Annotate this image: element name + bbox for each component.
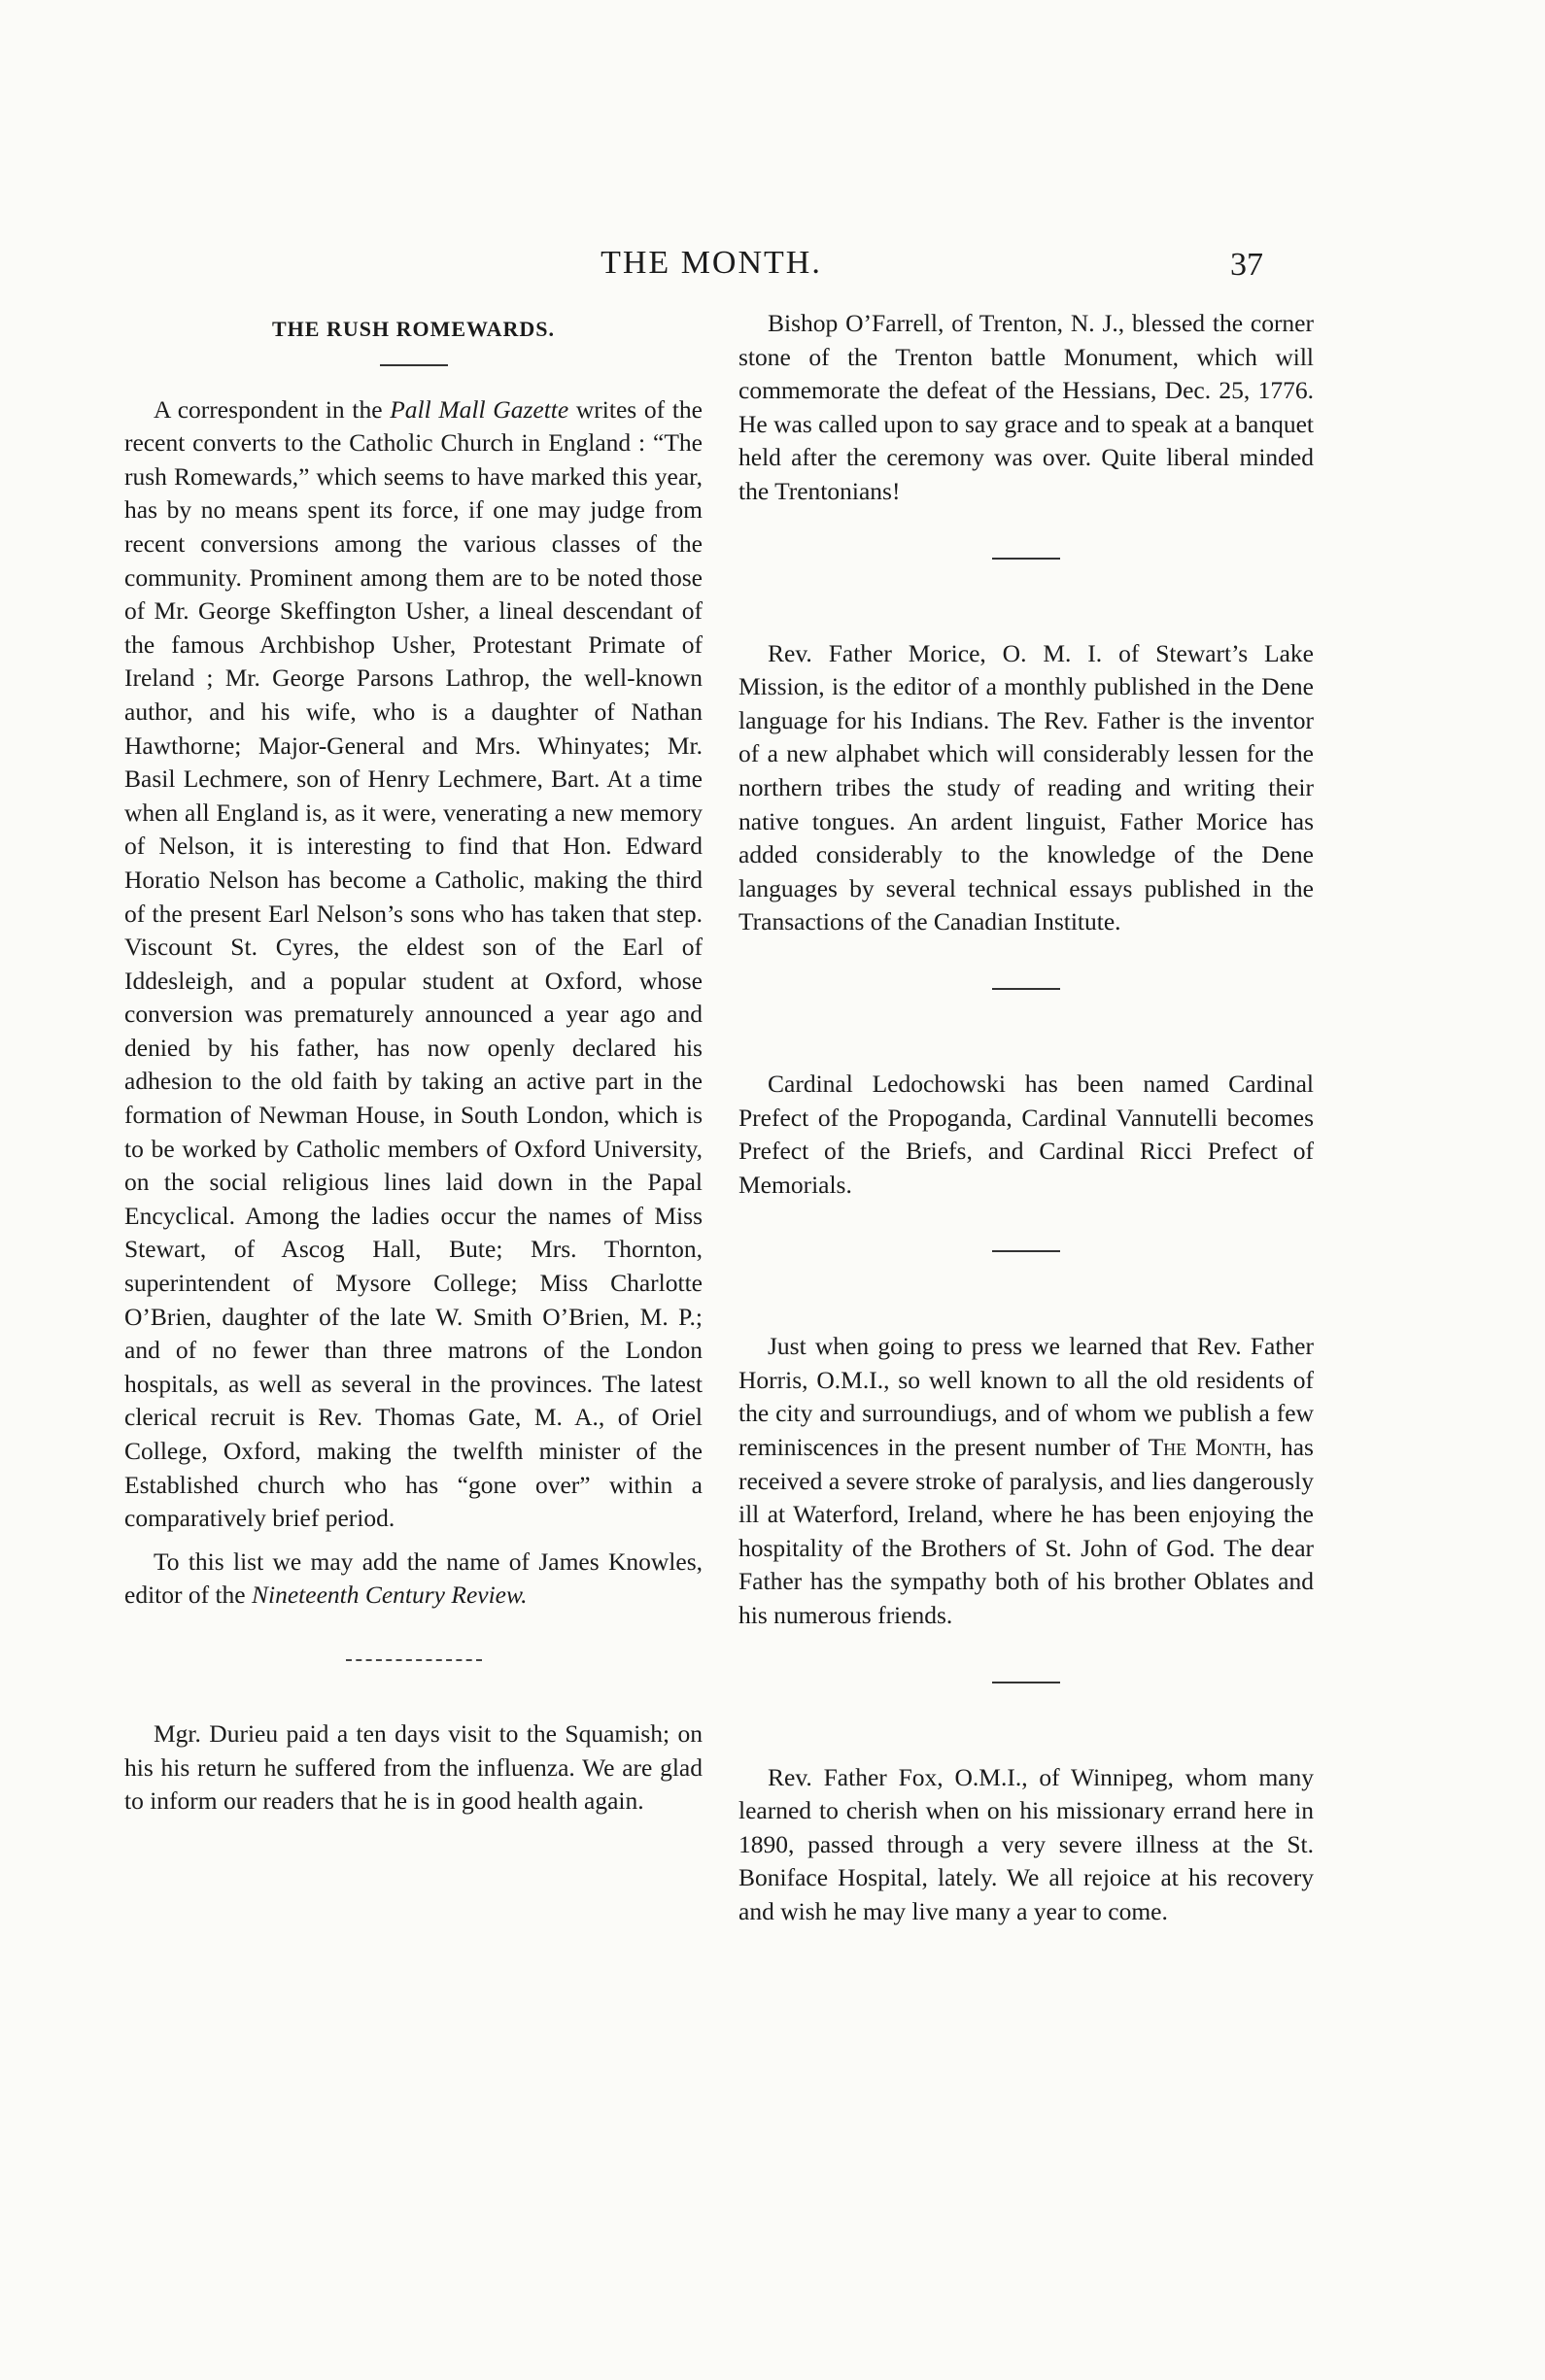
article-title: THE RUSH ROMEWARDS. (272, 317, 555, 341)
horris-body: , has received a severe stroke of paralysis, and lies dangerously ill at Waterford, Ireland, where he has been enjoying the hospitality of the Brothers of St. John of God. The dear Father has the sympathy both of his brother Oblates and his numerous friends. (738, 1433, 1314, 1630)
section-divider (346, 1659, 482, 1661)
section-divider (992, 988, 1060, 990)
title-rule (380, 364, 448, 366)
rush-p1-lead: A correspondent in the (154, 394, 391, 424)
the-month-ref: The Month (1148, 1433, 1266, 1462)
nineteenth-century-review: Nineteenth Century Review. (252, 1581, 528, 1610)
right-column (738, 307, 1314, 1929)
durieu-paragraph: Mgr. Durieu paid a ten days visit to the Squamish; on his his return he suffered from the influenza. We are glad to inform our readers that he is in good health again. (124, 1718, 703, 1816)
ofarrell-paragraph: Bishop O’Farrell, of Trenton, N. J., blessed the corner stone of the Trenton battle Monument, which will commemorate the defeat of the Hessians, Dec. 25, 1776. He was called upon to say grace and to speak at a banquet held after the ceremony was over. Quite liberal minded the Trentonians! (738, 309, 1314, 505)
left-column (124, 307, 703, 1819)
section-divider (992, 1250, 1060, 1252)
section-divider (992, 558, 1060, 560)
rush-paragraph-1 (124, 393, 703, 1536)
horris-lead: Just when going to press we learned that Rev. Father Horris, O.M.I., so well known to all the old residents of the city and surroundiugs, and of whom we publish a few reminiscences in the present number of (738, 1332, 1314, 1462)
rush-paragraph-2 (124, 1546, 703, 1613)
section-divider (992, 1682, 1060, 1683)
page-header (0, 245, 1545, 293)
fox-paragraph: Rev. Father Fox, O.M.I., of Winnipeg, whom many learned to cherish when on his missionary errand here in 1890, passed through a very severe illness at the St. Boniface Hospital, lately. We all rejoice at his recovery and wish he may live many a year to come. (738, 1762, 1314, 1925)
ledochowski-paragraph: Cardinal Ledochowski has been named Cardinal Prefect of the Propoganda, Cardinal Vannutelli becomes Prefect of the Briefs, and Cardinal Ricci Prefect of Memorials. (738, 1069, 1314, 1199)
pall-mall-gazette: Pall Mall Gazette (390, 394, 569, 424)
horris-paragraph (738, 1330, 1314, 1632)
rush-p2-lead: To this list we may add the name of James Knowles, editor of the (124, 1547, 703, 1610)
morice-paragraph: Rev. Father Morice, O. M. I. of Stewart’s Lake Mission, is the editor of a monthly published in the Dene language for his Indians. The Rev. Father is the inventor of a new alphabet which will considerably lessen for the northern tribes the study of reading and writing their native tongues. An ardent linguist, Father Morice has added considerably to the knowledge of the Dene languages by several technical essays published in the Transactions of the Canadian Institute. (738, 638, 1314, 936)
rush-p1-body: writes of the recent converts to the Catholic Church in England : “The rush Romewards,” which seems to have marked this year, has by no means spent its force, if one may judge from recent conversions among the various classes of the community. Prominent among them are to be noted those of Mr. George Skeffington Usher, a lineal descendant of the famous Archbishop Usher, Protestant Primate of Ireland ; Mr. George Parsons Lathrop, the well-known author, and his wife, who is a daughter of Nathan Hawthorne; Major-General and Mrs. Whinyates; Mr. Basil Lechmere, son of Henry Lechmere, Bart. At a time when all England is, as it were, venerating a new memory of Nelson, it is interesting to find that Hon. Edward Horatio Nelson has become a Catholic, making the third of the present Earl Nelson’s sons who has taken that step. Viscount St. Cyres, the eldest son of the Earl of Iddesleigh, and a popular student at Oxford, whose conversion was prematurely announced a year ago and denied by his father, has now openly declared his adhesion to the old faith by taking an active part in the formation of Newman House, in South London, which is to be worked by Catholic members of Oxford University, on the social religious lines laid down in the Papal Encyclical. Among the ladies occur the names of Miss Stewart, of Ascog Hall, Bute; Mrs. Thornton, superintendent of Mysore College; Miss Charlotte O’Brien, daughter of the late W. Smith O’Brien, M. P.; and of no fewer than three matrons of the London hospitals, as well as several in the provinces. The latest clerical recruit is Rev. Thomas Gate, M. A., of Oriel College, Oxford, making the twelfth minister of the Established church who has “gone over” within a comparatively brief period. (124, 394, 703, 1533)
page-number: 37 (1230, 247, 1263, 283)
running-title: THE MONTH. (601, 245, 822, 281)
